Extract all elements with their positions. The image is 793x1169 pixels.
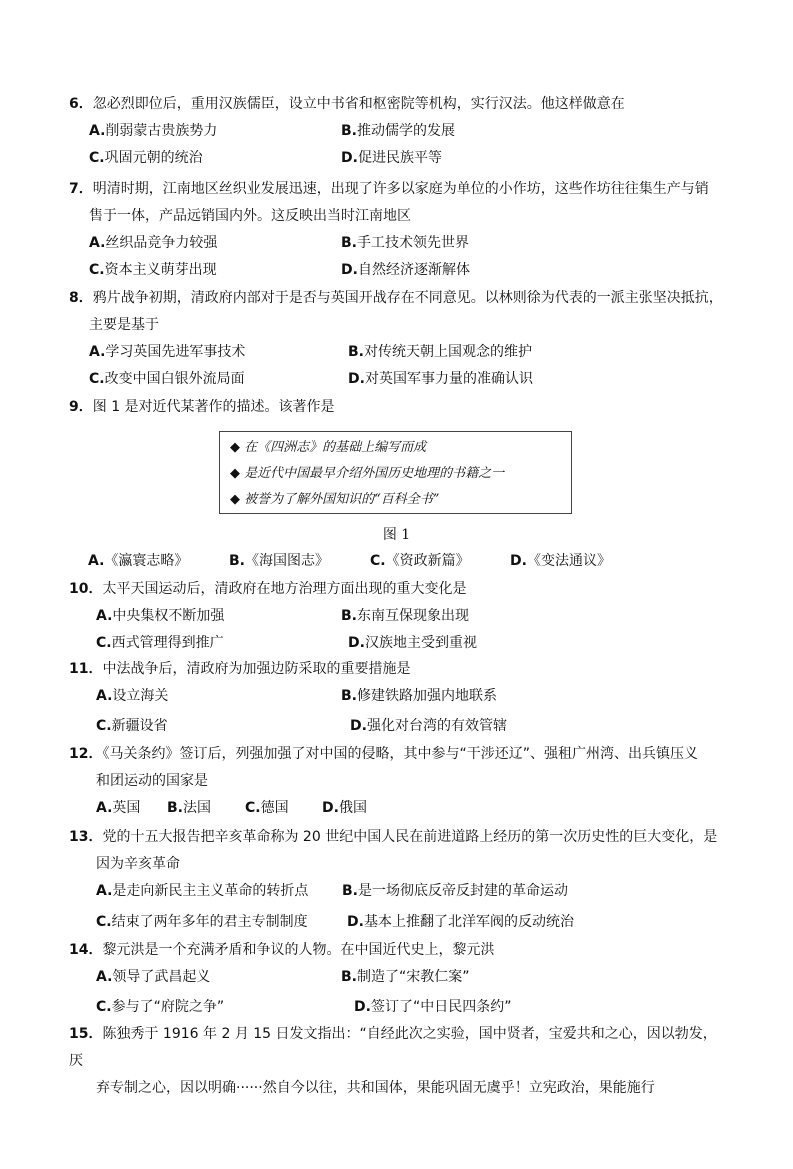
question-8 bbox=[69, 285, 724, 393]
option-b[interactable]: B.推动儒学的发展 bbox=[341, 123, 455, 139]
question-number: 11． bbox=[69, 661, 103, 677]
option-row bbox=[96, 909, 724, 936]
option-d[interactable]: D.对英国军事力量的准确认识 bbox=[348, 371, 533, 387]
figure-bullet: ◆ 在《四洲志》的基础上编写而成 bbox=[230, 440, 427, 455]
question-number: 6． bbox=[69, 96, 93, 112]
question-stem: 8．鸦片战争初期，清政府内部对于是否与英国开战存在不同意见。以林则徐为代表的一派主张坚决抵抗， bbox=[69, 290, 723, 306]
question-7 bbox=[69, 176, 724, 284]
question-stem: 11．中法战争后，清政府为加强边防采取的重要措施是 bbox=[69, 661, 411, 677]
option-c[interactable]: C.资本主义萌芽出现 bbox=[89, 262, 217, 278]
option-c[interactable]: C.巩固元朝的统治 bbox=[89, 150, 203, 166]
question-number: 12． bbox=[69, 746, 103, 762]
option-d[interactable]: D.俄国 bbox=[322, 800, 367, 816]
question-stem-cont: 主要是基于 bbox=[89, 317, 159, 333]
question-number: 13． bbox=[69, 829, 103, 845]
option-b[interactable]: B.修建铁路加强内地联系 bbox=[341, 688, 497, 704]
option-row bbox=[96, 994, 724, 1021]
option-row bbox=[89, 145, 724, 172]
option-d[interactable]: D.促进民族平等 bbox=[341, 150, 442, 166]
option-c[interactable]: C.结束了两年多年的君主专制制度 bbox=[96, 914, 308, 930]
option-row bbox=[89, 230, 724, 257]
option-c[interactable]: C.新疆设省 bbox=[96, 718, 168, 734]
option-c[interactable]: C.《资政新篇》 bbox=[370, 553, 470, 569]
option-b[interactable]: B.法国 bbox=[167, 800, 211, 816]
option-row bbox=[89, 118, 724, 145]
option-b[interactable]: B.制造了“宋教仁案” bbox=[341, 969, 470, 985]
question-9-options bbox=[69, 548, 724, 575]
question-stem: 15．陈独秀于 1916 年 2 月 15 日发文指出：“自经此次之实验，国中贤者，宝爱共和之心，因以勃发，厌 bbox=[69, 1026, 717, 1069]
question-stem: 7．明清时期，江南地区丝织业发展迅速，出现了许多以家庭为单位的小作坊，这些作坊往往集生产与销 bbox=[69, 181, 709, 197]
option-c[interactable]: C.参与了“府院之争” bbox=[96, 999, 225, 1015]
option-a[interactable]: A.《瀛寰志略》 bbox=[88, 553, 189, 569]
diamond-icon: ◆ bbox=[230, 492, 240, 507]
question-stem-cont: 因为辛亥革命 bbox=[96, 856, 180, 872]
option-row bbox=[96, 878, 724, 905]
question-number: 7． bbox=[69, 181, 93, 197]
option-b[interactable]: B.东南互保现象出现 bbox=[341, 608, 469, 624]
option-d[interactable]: D.自然经济逐渐解体 bbox=[341, 262, 470, 278]
option-row bbox=[89, 366, 724, 393]
question-9 bbox=[69, 394, 724, 421]
option-a[interactable]: A.领导了武昌起义 bbox=[96, 969, 211, 985]
option-c[interactable]: C.德国 bbox=[245, 800, 289, 816]
figure-caption: 图 1 bbox=[382, 527, 411, 543]
question-11 bbox=[69, 656, 724, 740]
question-number: 14． bbox=[69, 942, 103, 958]
option-a[interactable]: A.学习英国先进军事技术 bbox=[89, 344, 246, 360]
question-14 bbox=[69, 937, 724, 1021]
option-row bbox=[96, 603, 724, 630]
option-d[interactable]: D.基本上推翻了北洋军阀的反动统治 bbox=[347, 914, 574, 930]
option-row bbox=[96, 795, 724, 822]
question-stem-cont: 弃专制之心，因以明确······然自今以往，共和国体，果能巩固无虞乎！立宪政治，果能施行 bbox=[96, 1080, 655, 1096]
question-stem: 6．忽必烈即位后，重用汉族儒臣，设立中书省和枢密院等机构，实行汉法。他这样做意在 bbox=[69, 96, 625, 112]
figure-1-box bbox=[219, 431, 572, 514]
option-a[interactable]: A.是走向新民主主义革命的转折点 bbox=[96, 883, 309, 899]
option-d[interactable]: D.《变法通议》 bbox=[510, 553, 611, 569]
question-stem: 10．太平天国运动后，清政府在地方治理方面出现的重大变化是 bbox=[69, 581, 467, 597]
question-stem: 14．黎元洪是一个充满矛盾和争议的人物。在中国近代史上，黎元洪 bbox=[69, 942, 495, 958]
question-stem-cont: 和团运动的国家是 bbox=[96, 773, 208, 789]
option-row bbox=[96, 683, 724, 710]
option-b[interactable]: B.对传统天朝上国观念的维护 bbox=[348, 344, 532, 360]
option-row bbox=[89, 257, 724, 284]
question-number: 10． bbox=[69, 581, 103, 597]
option-a[interactable]: A.中央集权不断加强 bbox=[96, 608, 225, 624]
question-6 bbox=[69, 91, 724, 172]
option-b[interactable]: B.手工技术领先世界 bbox=[341, 235, 469, 251]
option-b[interactable]: B.《海国图志》 bbox=[229, 553, 329, 569]
option-row bbox=[96, 964, 724, 991]
question-12 bbox=[69, 741, 724, 822]
option-row bbox=[89, 339, 724, 366]
option-a[interactable]: A.丝织品竞争力较强 bbox=[89, 235, 218, 251]
option-d[interactable]: D.强化对台湾的有效管辖 bbox=[350, 718, 507, 734]
option-a[interactable]: A.削弱蒙古贵族势力 bbox=[89, 123, 218, 139]
option-a[interactable]: A.设立海关 bbox=[96, 688, 169, 704]
figure-bullet: ◆ 是近代中国最早介绍外国历史地理的书籍之一 bbox=[230, 466, 505, 481]
question-stem: 12．《马关条约》签订后，列强加强了对中国的侵略，其中参与“干涉还辽”、强租广州湾、出兵镇压义 bbox=[69, 746, 698, 762]
question-number: 15． bbox=[69, 1026, 103, 1042]
option-row bbox=[96, 713, 724, 740]
option-b[interactable]: B.是一场彻底反帝反封建的革命运动 bbox=[342, 883, 568, 899]
option-d[interactable]: D.汉族地主受到重视 bbox=[348, 635, 477, 651]
question-13 bbox=[69, 824, 724, 936]
question-stem: 9．图 1 是对近代某著作的描述。该著作是 bbox=[69, 399, 335, 415]
option-d[interactable]: D.签订了“中日民四条约” bbox=[354, 999, 512, 1015]
question-stem-cont: 售于一体，产品远销国内外。这反映出当时江南地区 bbox=[89, 208, 411, 224]
option-c[interactable]: C.改变中国白银外流局面 bbox=[89, 371, 245, 387]
diamond-icon: ◆ bbox=[230, 440, 240, 455]
question-number: 9． bbox=[69, 399, 93, 415]
question-stem: 13．党的十五大报告把辛亥革命称为 20 世纪中国人民在前进道路上经历的第一次历史性的巨大变化，是 bbox=[69, 829, 718, 845]
option-row bbox=[96, 630, 724, 657]
figure-bullet: ◆ 被誉为了解外国知识的“百科全书” bbox=[230, 492, 440, 507]
option-row bbox=[88, 548, 724, 575]
question-10 bbox=[69, 576, 724, 657]
question-number: 8． bbox=[69, 290, 93, 306]
option-c[interactable]: C.西式管理得到推广 bbox=[96, 635, 224, 651]
question-15 bbox=[69, 1021, 724, 1102]
option-a[interactable]: A.英国 bbox=[96, 800, 141, 816]
diamond-icon: ◆ bbox=[230, 466, 240, 481]
